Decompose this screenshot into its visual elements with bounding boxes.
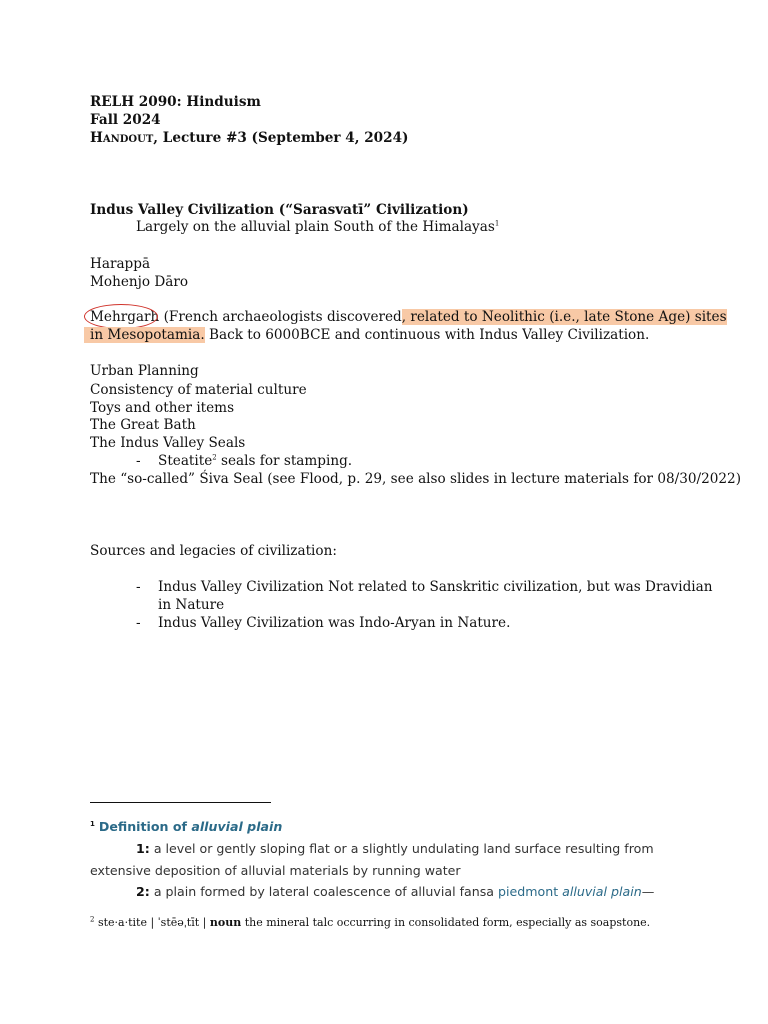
footnote-ref-1[interactable]: 1 xyxy=(494,219,500,228)
definition-2-number: 2: xyxy=(136,884,150,899)
steatite-word: Steatite xyxy=(158,453,213,469)
alluvial-line xyxy=(136,218,499,236)
site-harappa: Harappā xyxy=(90,256,151,272)
definition-1-text: a level or gently sloping flat or a slightly undulating land surface resulting from xyxy=(149,841,654,856)
mehrgarh-line-2 xyxy=(84,326,649,344)
alluvial-text: Largely on the alluvial plain South of the Himalayas xyxy=(136,219,495,235)
section-heading: Indus Valley Civilization (“Sarasvatī” Civilization) xyxy=(90,202,469,218)
term: Fall 2024 xyxy=(90,112,161,128)
footnote-2-word: ste·a·tite | ˈstēəˌtīt | xyxy=(94,916,210,929)
footnote-2-mark: 2 xyxy=(90,915,95,924)
footnote-ref-2[interactable]: 2 xyxy=(212,453,217,462)
highlight-neolithic: , related to Neolithic (i.e., late Stone Age) sites xyxy=(401,309,727,325)
list-item-toys: Toys and other items xyxy=(90,400,235,416)
definition-1-line-2: extensive deposition of alluvial materials by running water xyxy=(90,863,461,878)
footnote-2-pos: noun xyxy=(209,916,242,929)
list-item-material-culture: Consistency of material culture xyxy=(90,382,307,398)
definition-2-dash: — xyxy=(641,884,655,899)
list-item-great-bath: The Great Bath xyxy=(90,417,196,433)
steatite-line xyxy=(158,452,352,470)
definition-2-text: a plain formed by lateral coalescence of alluvial fans xyxy=(149,884,487,899)
sources-heading: Sources and legacies of civilization: xyxy=(90,543,337,559)
handout-line xyxy=(90,129,409,147)
highlight-mesopotamia: in Mesopotamia. xyxy=(84,327,205,343)
bullet-dravidian-line-2: in Nature xyxy=(158,597,225,613)
definition-1-line-1 xyxy=(136,840,654,858)
site-mohenjo-daro: Mohenjo Dāro xyxy=(90,274,189,290)
footnote-separator xyxy=(90,802,271,803)
handout-word: Handout xyxy=(90,130,154,146)
bullet-indo-aryan: Indus Valley Civilization was Indo-Aryan in Nature. xyxy=(158,615,511,631)
lecture-info: , Lecture #3 (September 4, 2024) xyxy=(153,130,409,146)
mehrgarh-line-1 xyxy=(90,308,735,326)
footnote-1-mark: 1 xyxy=(90,819,95,828)
bullet-dash: - xyxy=(136,579,141,595)
piedmont-link[interactable]: piedmont xyxy=(498,884,559,899)
footnote-2-text: the mineral talc occurring in consolidated form, especially as soapstone. xyxy=(241,916,651,929)
mehrgarh-text: (French archaeologists discovered xyxy=(159,309,402,325)
bullet-dash: - xyxy=(136,615,141,631)
footnote-1-heading xyxy=(90,818,282,836)
list-item-seals: The Indus Valley Seals xyxy=(90,435,246,451)
bullet-dravidian-line-1: Indus Valley Civilization Not related to Sanskritic civilization, but was Dravidian xyxy=(158,579,713,595)
definition-1-number: 1: xyxy=(136,841,150,856)
definition-2-article: a xyxy=(486,884,499,899)
list-item-urban-planning: Urban Planning xyxy=(90,363,199,379)
course-title: RELH 2090: Hinduism xyxy=(90,94,261,110)
mehrgarh-name: Mehrgarh xyxy=(90,309,160,325)
mehrgarh-continuation: Back to 6000BCE and continuous with Indus Valley Civilization. xyxy=(204,327,650,343)
footnote-1-title: Definition of xyxy=(98,819,192,834)
footnote-2 xyxy=(90,914,650,932)
siva-seal-line: The “so-called” Śiva Seal (see Flood, p. 29, see also slides in lecture materials for 08/30/2022) xyxy=(90,471,742,487)
alluvial-plain-link[interactable]: alluvial plain xyxy=(558,884,642,899)
footnote-1-title-term: alluvial plain xyxy=(191,819,283,834)
definition-2-line xyxy=(136,883,654,901)
steatite-rest: seals for stamping. xyxy=(216,453,353,469)
bullet-dash: - xyxy=(136,453,141,469)
